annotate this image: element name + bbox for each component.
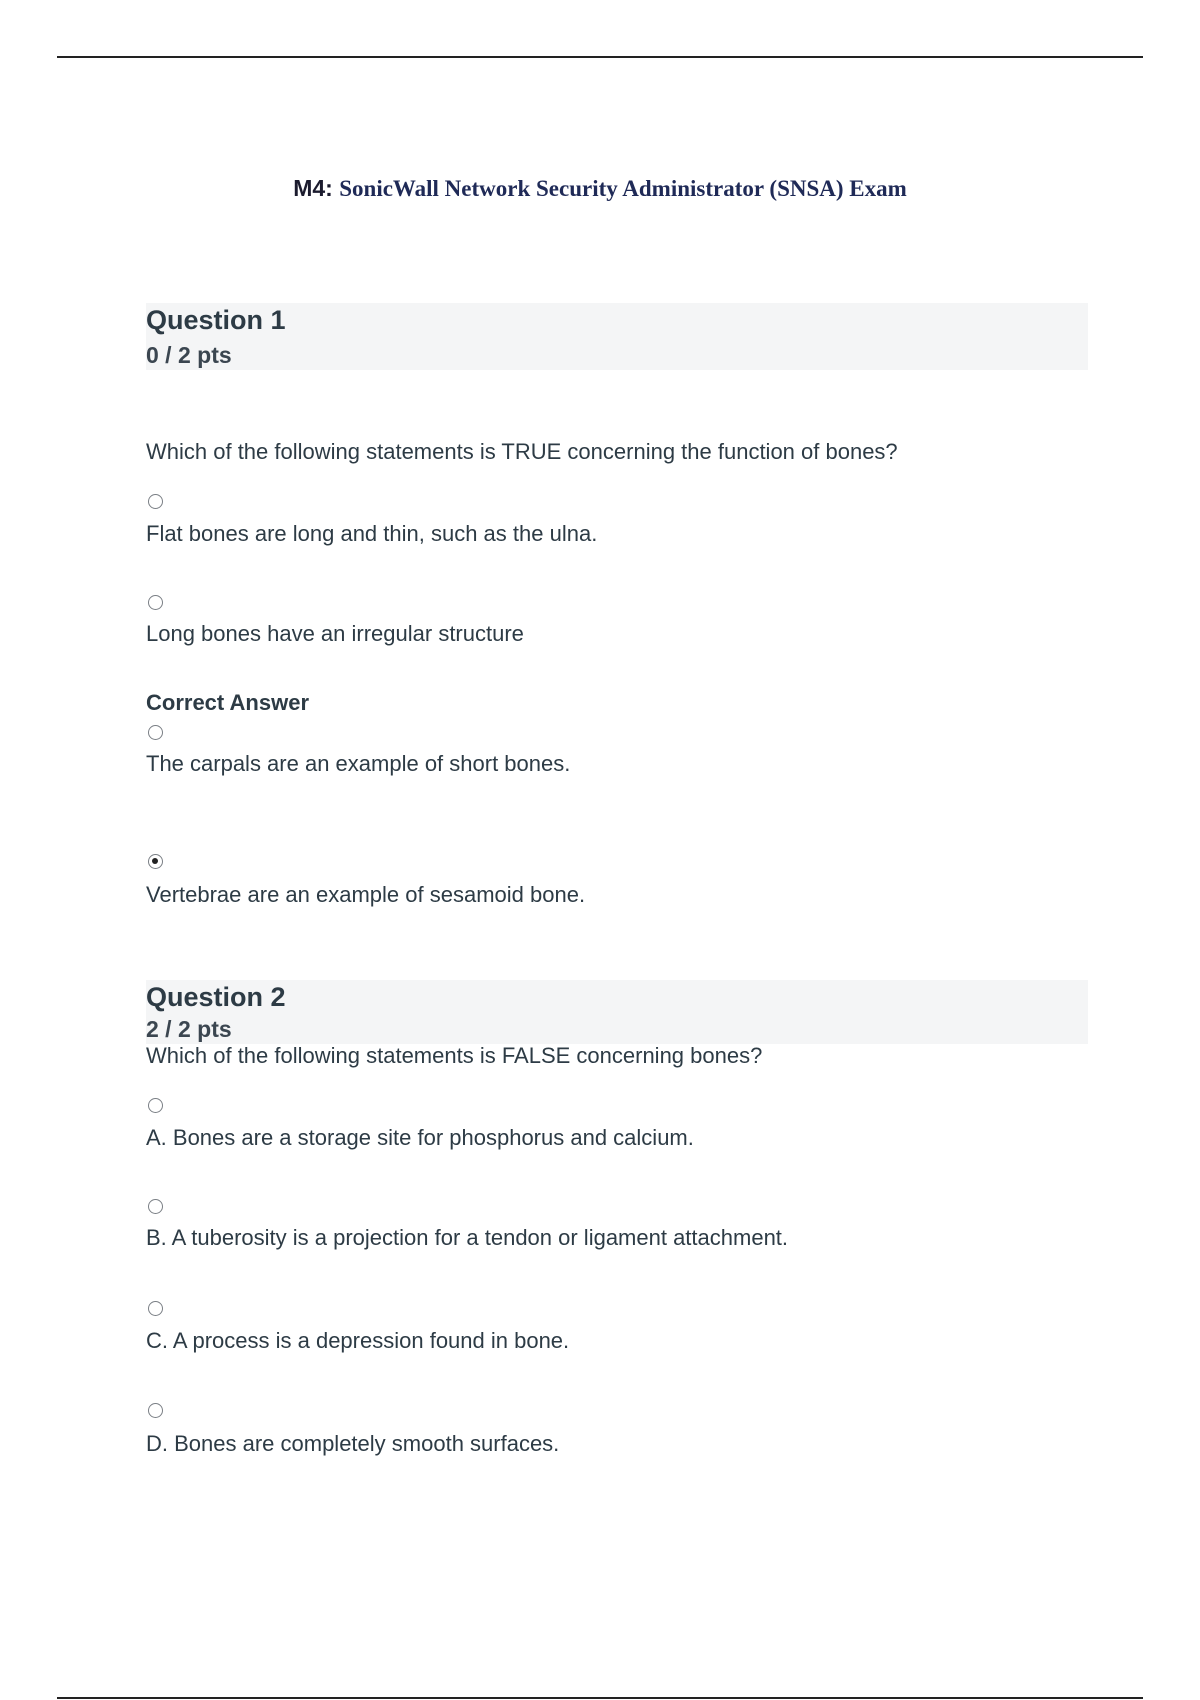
question-1-option-4-radio[interactable] — [148, 854, 163, 869]
question-1-points: 0 / 2 pts — [146, 342, 232, 368]
correct-answer-label: Correct Answer — [146, 690, 310, 715]
document-title — [0, 174, 1200, 203]
question-1-text: Which of the following statements is TRUE concerning the function of bones? — [146, 439, 898, 464]
question-2-option-d-text: D. Bones are completely smooth surfaces. — [146, 1431, 560, 1456]
question-2-text: Which of the following statements is FALSE concerning bones? — [146, 1043, 763, 1068]
question-1-header — [146, 303, 1088, 370]
question-2-option-c-text: C. A process is a depression found in bone. — [146, 1328, 570, 1353]
question-2-option-a-text: A. Bones are a storage site for phosphorus and calcium. — [146, 1125, 694, 1150]
document-title-prefix: M4: — [293, 175, 333, 201]
question-2-option-b-text: B. A tuberosity is a projection for a tendon or ligament attachment. — [146, 1225, 789, 1250]
question-2-option-d-radio[interactable] — [148, 1403, 163, 1418]
question-1-option-2-radio[interactable] — [148, 595, 163, 610]
question-2-points: 2 / 2 pts — [146, 1016, 232, 1042]
question-1-option-2-text: Long bones have an irregular structure — [146, 621, 524, 646]
bottom-rule — [57, 1697, 1143, 1699]
question-1-option-1-text: Flat bones are long and thin, such as the ulna. — [146, 521, 598, 546]
question-2-header — [146, 980, 1088, 1044]
question-1-title: Question 1 — [146, 305, 286, 335]
question-2-option-a-radio[interactable] — [148, 1098, 163, 1113]
top-rule — [57, 56, 1143, 58]
question-1-option-1-radio[interactable] — [148, 494, 163, 509]
document-title-name: SonicWall Network Security Administrator (SNSA) Exam — [339, 176, 907, 201]
question-1-option-3-text: The carpals are an example of short bones. — [146, 751, 571, 776]
question-2-option-c-radio[interactable] — [148, 1301, 163, 1316]
question-1-option-4-text: Vertebrae are an example of sesamoid bone. — [146, 882, 586, 907]
question-2-title: Question 2 — [146, 982, 286, 1012]
question-2-option-b-radio[interactable] — [148, 1199, 163, 1214]
question-1-option-3-radio[interactable] — [148, 725, 163, 740]
